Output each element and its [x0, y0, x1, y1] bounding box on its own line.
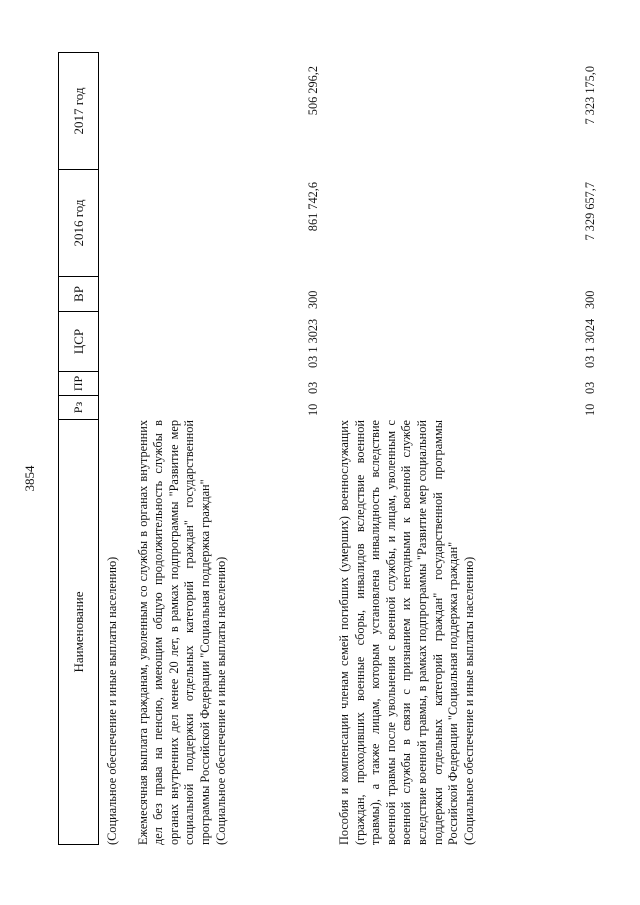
row-2-note: (Социальное обеспечение и иные выплаты населению) [461, 556, 476, 845]
row-2-text [337, 420, 477, 845]
row-1-top-note: (Социальное обеспечение и иные выплаты населению) [105, 556, 119, 845]
row-1-vr: 300 [306, 290, 320, 309]
row-2-title: Пособия и компенсации членам семей погибших (умерших) военнослужащих (граждан, проходивших военные сборы, инвалидов вследствие военной травмы), а также лицам, которым установлена инвалидность вследствие военной травмы после увольнения с военной службы, и лицам, уволенным с военной службы в связи с признанием их негодными к военной службе вследствие военной травмы, в рамках подпрограммы "Развитие мер социальной поддержки отдельных категорий граждан" государственной программы Российской Федерации "Социальная поддержка граждан" [337, 420, 461, 845]
row-2-pr: 03 [583, 381, 597, 394]
header-rz: Рз [58, 396, 99, 420]
header-vr: ВР [58, 277, 99, 312]
page-number: 3854 [22, 465, 37, 492]
header-csr: ЦСР [58, 312, 99, 372]
row-2-2017: 7 323 175,0 [583, 66, 597, 125]
row-1-note: (Социальное обеспечение и иные выплаты населению) [213, 556, 228, 845]
row-1-text [105, 420, 229, 845]
row-2-rz: 10 [583, 403, 597, 416]
header-name: Наименование [58, 420, 99, 845]
row-1-rz: 10 [306, 403, 320, 416]
header-2017: 2017 год [58, 52, 99, 170]
row-2-vr: 300 [583, 290, 597, 309]
row-1-2016: 861 742,6 [306, 182, 320, 232]
row-2-csr: 03 1 3024 [583, 318, 597, 368]
row-1-pr: 03 [306, 381, 320, 394]
header-pr: ПР [58, 372, 99, 396]
row-1-title: Ежемесячная выплата гражданам, уволенным со службы в органах внутренних дел без права на пенсию, имеющим общую продолжительность службы в органах внутренних дел менее 20 лет, в рамках подпрограммы "Развитие мер социальной поддержки отдельных категорий граждан" государственной программы Российской Федерации "Социальная поддержка граждан" [135, 420, 212, 845]
row-1-csr: 03 1 3023 [306, 318, 320, 368]
row-1-2017: 506 296,2 [306, 66, 320, 116]
row-2-2016: 7 329 657,7 [583, 182, 597, 241]
header-2016: 2016 год [58, 170, 99, 277]
